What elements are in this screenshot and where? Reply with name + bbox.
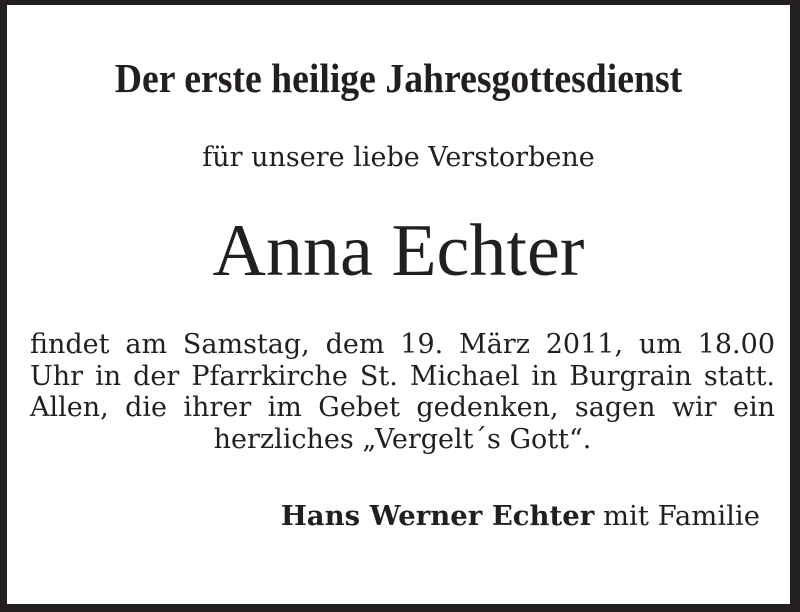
- signature-suffix: mit Familie: [594, 500, 760, 532]
- obituary-title: Der erste heilige Jahresgottesdienst: [114, 55, 683, 101]
- obituary-subtitle: für unsere liebe Verstorbene: [202, 142, 595, 173]
- body-line: findet am Samstag, dem 19. März 2011, um 18.00: [30, 329, 775, 360]
- body-line: herzliches „Vergelt´s Gott“.: [213, 423, 592, 455]
- signature-name: Hans Werner Echter: [280, 500, 595, 532]
- body-line: Allen, die ihrer im Gebet gedenken, sagen wir ein: [30, 392, 775, 423]
- obituary-body: [7, 329, 790, 455]
- obituary-content: [7, 55, 790, 612]
- body-line: Uhr in der Pfarrkirche St. Michael in Burgrain statt.: [30, 360, 775, 392]
- signature-line: [7, 499, 790, 533]
- deceased-name: Anna Echter: [212, 210, 585, 292]
